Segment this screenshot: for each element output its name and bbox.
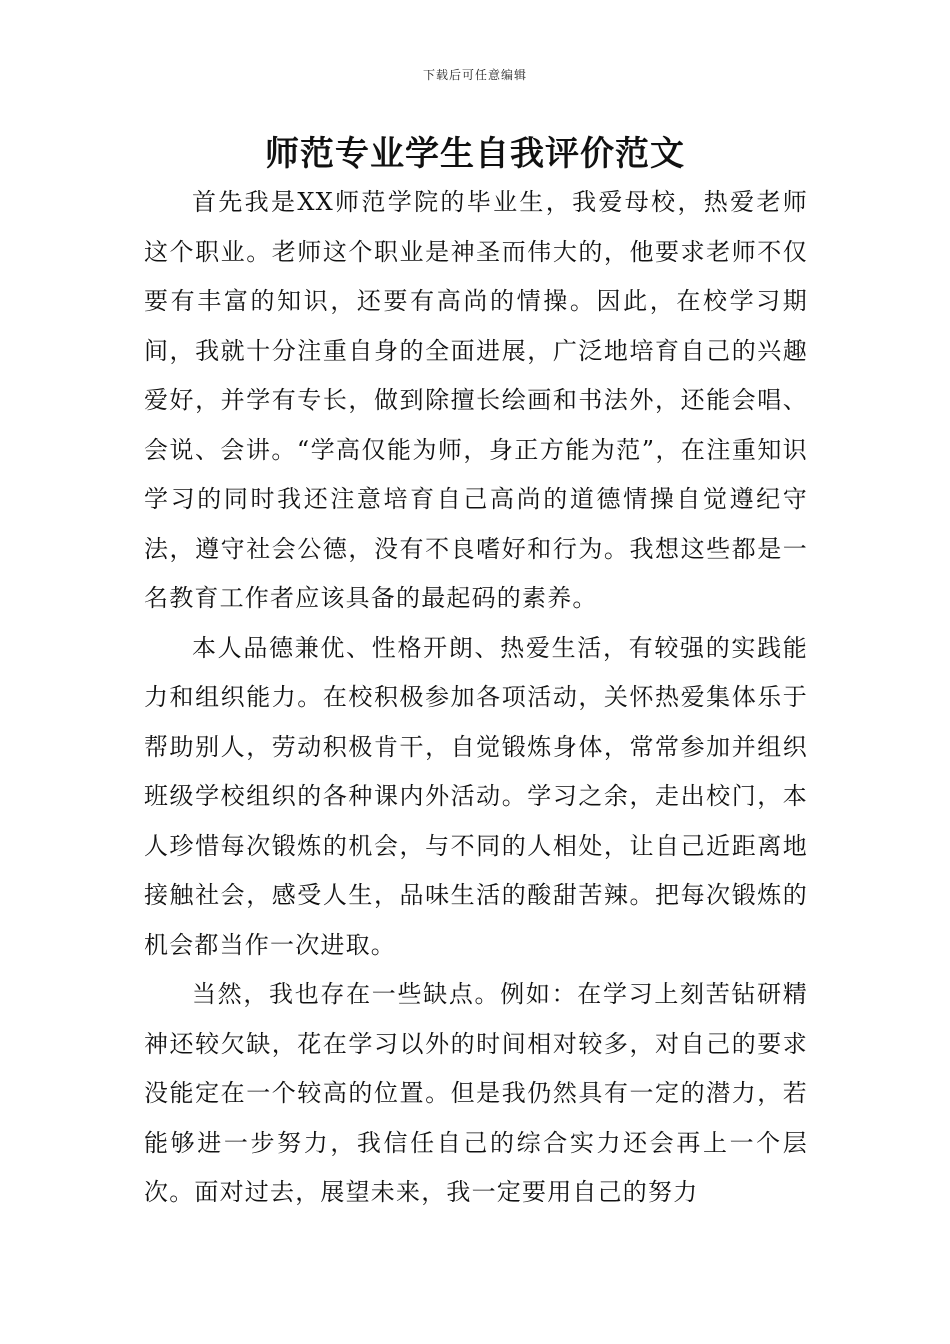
- header-note: 下载后可任意编辑: [422, 68, 527, 82]
- paragraph-3: 当然，我也存在一些缺点。例如：在学习上刻苦钻研精神还较欠缺，花在学习以外的时间相对较多，对自己的要求没能定在一个较高的位置。但是我仍然具有一定的潜力，若能够进一步努力，我信任自己的综合实力还会再上一个层次。面对过去，展望未来，我一定要用自己的努力: [144, 980, 808, 1206]
- document-body: [144, 178, 808, 1218]
- paragraph-1: 首先我是XX师范学院的毕业生，我爱母校，热爱老师这个职业。老师这个职业是神圣而伟大的，他要求老师不仅要有丰富的知识，还要有高尚的情操。因此，在校学习期间，我就十分注重自身的全面进展，广泛地培育自己的兴趣爱好，并学有专长，做到除擅长绘画和书法外，还能会唱、会说、会讲。“学高仅能为师，身正方能为范”，在注重知识学习的同时我还注意培育自己高尚的道德情操自觉遵纪守法，遵守社会公德，没有不良嗜好和行为。我想这些都是一名教育工作者应该具备的最起码的素养。: [144, 188, 808, 612]
- paragraph-2: 本人品德兼优、性格开朗、热爱生活，有较强的实践能力和组织能力。在校积极参加各项活动，关怀热爱集体乐于帮助别人，劳动积极肯干，自觉锻炼身体，常常参加并组织班级学校组织的各种课内外活动。学习之余，走出校门，本人珍惜每次锻炼的机会，与不同的人相处，让自己近距离地接触社会，感受人生，品味生活的酸甜苦辣。把每次锻炼的机会都当作一次进取。: [144, 633, 808, 959]
- document-title: 师范专业学生自我评价范文: [265, 134, 685, 174]
